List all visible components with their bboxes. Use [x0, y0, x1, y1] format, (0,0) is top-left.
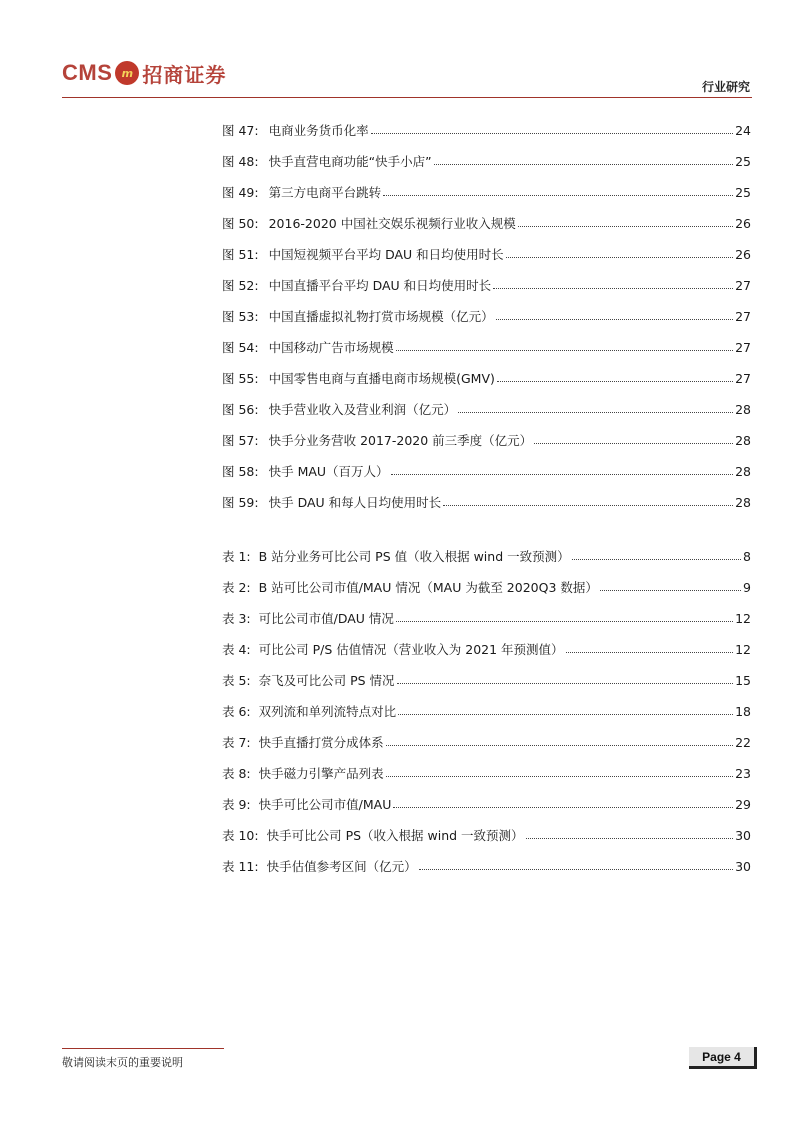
- table-entry[interactable]: [222, 656, 751, 687]
- table-entry[interactable]: [222, 780, 751, 811]
- page-number: 29: [735, 796, 751, 812]
- dot-leader: [534, 443, 733, 444]
- figure-label: 图 53:: [222, 308, 259, 324]
- figure-label: 图 52:: [222, 277, 259, 293]
- table-title: 可比公司市值/DAU 情况: [258, 610, 394, 626]
- figure-entry[interactable]: [222, 292, 751, 323]
- table-title: 快手可比公司 PS（收入根据 wind 一致预测）: [266, 827, 524, 843]
- table-label: 表 9:: [222, 796, 251, 812]
- table-label: 表 3:: [222, 610, 251, 626]
- table-label: 表 5:: [222, 672, 251, 688]
- page-number: 27: [735, 308, 751, 324]
- page-number: 25: [735, 153, 751, 169]
- figure-entry[interactable]: [222, 230, 751, 261]
- page-number: 28: [735, 401, 751, 417]
- figure-label: 图 56:: [222, 401, 259, 417]
- table-entry[interactable]: [222, 625, 751, 656]
- page-number: 12: [735, 641, 751, 657]
- page-number: 28: [735, 463, 751, 479]
- page-number: 24: [735, 122, 751, 138]
- table-label: 表 8:: [222, 765, 251, 781]
- figure-title: 快手营业收入及营业利润（亿元）: [268, 401, 457, 417]
- table-label: 表 4:: [222, 641, 251, 657]
- figure-title: 中国移动广告市场规模: [268, 339, 394, 355]
- page-number: 28: [735, 432, 751, 448]
- page-number: 26: [735, 215, 751, 231]
- figure-title: 电商业务货币化率: [268, 122, 369, 138]
- figure-entry[interactable]: [222, 199, 751, 230]
- figure-entry[interactable]: [222, 261, 751, 292]
- figure-label: 图 50:: [222, 215, 259, 231]
- figure-entry[interactable]: [222, 385, 751, 416]
- figure-label: 图 59:: [222, 494, 259, 510]
- table-title: 快手估值参考区间（亿元）: [266, 858, 417, 874]
- table-entry[interactable]: [222, 842, 751, 873]
- table-entry[interactable]: [222, 749, 751, 780]
- page-number: 27: [735, 277, 751, 293]
- figure-label: 图 54:: [222, 339, 259, 355]
- dot-leader: [391, 474, 734, 475]
- page-number: 28: [735, 494, 751, 510]
- dot-leader: [572, 559, 741, 560]
- dot-leader: [496, 319, 733, 320]
- page-number: 23: [735, 765, 751, 781]
- dot-leader: [396, 621, 733, 622]
- page-number: 8: [743, 548, 751, 564]
- figure-list: [222, 106, 751, 509]
- dot-leader: [526, 838, 734, 839]
- figure-label: 图 55:: [222, 370, 259, 386]
- page-number: 25: [735, 184, 751, 200]
- dot-leader: [497, 381, 733, 382]
- figure-entry[interactable]: [222, 447, 751, 478]
- figure-entry[interactable]: [222, 137, 751, 168]
- dot-leader: [396, 350, 733, 351]
- figure-entry[interactable]: [222, 354, 751, 385]
- table-label: 表 7:: [222, 734, 251, 750]
- table-list: [222, 532, 751, 873]
- figure-title: 第三方电商平台跳转: [268, 184, 382, 200]
- table-entry[interactable]: [222, 563, 751, 594]
- figure-label: 图 47:: [222, 122, 259, 138]
- table-label: 表 6:: [222, 703, 251, 719]
- page-number: 12: [735, 610, 751, 626]
- section-label: 行业研究: [701, 80, 750, 94]
- figure-label: 图 48:: [222, 153, 259, 169]
- page-number: 15: [735, 672, 751, 688]
- dot-leader: [506, 257, 733, 258]
- table-entry[interactable]: [222, 811, 751, 842]
- header-rule: [62, 97, 752, 98]
- figure-entry[interactable]: [222, 416, 751, 447]
- table-title: 可比公司 P/S 估值情况（营业收入为 2021 年预测值）: [258, 641, 564, 657]
- figure-label: 图 49:: [222, 184, 259, 200]
- figure-title: 快手直营电商功能“快手小店”: [268, 153, 432, 169]
- table-label: 表 10:: [222, 827, 259, 843]
- footer-rule: [62, 1048, 224, 1049]
- figure-title: 快手 DAU 和每人日均使用时长: [268, 494, 442, 510]
- page-number: 26: [735, 246, 751, 262]
- table-title: B 站可比公司市值/MAU 情况（MAU 为截至 2020Q3 数据）: [258, 579, 598, 595]
- dot-leader: [398, 714, 733, 715]
- table-title: B 站分业务可比公司 PS 值（收入根据 wind 一致预测）: [258, 548, 570, 564]
- page-number: 27: [735, 339, 751, 355]
- dot-leader: [518, 226, 733, 227]
- figure-label: 图 58:: [222, 463, 259, 479]
- table-title: 快手直播打赏分成体系: [258, 734, 384, 750]
- dot-leader: [386, 745, 733, 746]
- figure-title: 快手分业务营收 2017-2020 前三季度（亿元）: [268, 432, 533, 448]
- table-entry[interactable]: [222, 718, 751, 749]
- figure-entry[interactable]: [222, 323, 751, 354]
- logo-chinese-text: 招商证券: [142, 62, 227, 87]
- page-number: 30: [735, 827, 751, 843]
- figure-label: 图 51:: [222, 246, 259, 262]
- dot-leader: [434, 164, 734, 165]
- logo-emblem-icon: m: [115, 61, 139, 85]
- figure-title: 中国直播平台平均 DAU 和日均使用时长: [268, 277, 492, 293]
- table-label: 表 1:: [222, 548, 251, 564]
- page-number-box: Page 4: [689, 1047, 757, 1069]
- dot-leader: [386, 776, 733, 777]
- table-entry[interactable]: [222, 532, 751, 563]
- figure-title: 中国短视频平台平均 DAU 和日均使用时长: [268, 246, 504, 262]
- dot-leader: [419, 869, 733, 870]
- dot-leader: [493, 288, 733, 289]
- table-title: 快手磁力引擎产品列表: [258, 765, 384, 781]
- figure-entry[interactable]: [222, 106, 751, 137]
- figure-title: 中国直播虚拟礼物打赏市场规模（亿元）: [268, 308, 494, 324]
- dot-leader: [566, 652, 734, 653]
- figure-title: 中国零售电商与直播电商市场规模(GMV): [268, 370, 495, 386]
- company-logo: [62, 60, 226, 86]
- dot-leader: [458, 412, 733, 413]
- page-number: 18: [735, 703, 751, 719]
- dot-leader: [383, 195, 733, 196]
- table-label: 表 2:: [222, 579, 251, 595]
- figure-entry[interactable]: [222, 478, 751, 509]
- table-entry[interactable]: [222, 594, 751, 625]
- table-entry[interactable]: [222, 687, 751, 718]
- page-number: 22: [735, 734, 751, 750]
- dot-leader: [600, 590, 741, 591]
- page-number: 27: [735, 370, 751, 386]
- table-title: 快手可比公司市值/MAU: [258, 796, 392, 812]
- figure-entry[interactable]: [222, 168, 751, 199]
- dot-leader: [397, 683, 734, 684]
- page-number: 30: [735, 858, 751, 874]
- footer-disclaimer: 敬请阅读末页的重要说明: [62, 1056, 183, 1069]
- table-label: 表 11:: [222, 858, 259, 874]
- table-title: 双列流和单列流特点对比: [258, 703, 397, 719]
- table-title: 奈飞及可比公司 PS 情况: [258, 672, 395, 688]
- logo-latin-text: CMS: [62, 60, 113, 85]
- figure-title: 2016-2020 中国社交娱乐视频行业收入规模: [268, 215, 516, 231]
- figure-title: 快手 MAU（百万人）: [268, 463, 389, 479]
- dot-leader: [371, 133, 733, 134]
- dot-leader: [443, 505, 733, 506]
- dot-leader: [393, 807, 733, 808]
- figure-label: 图 57:: [222, 432, 259, 448]
- page-number: 9: [743, 579, 751, 595]
